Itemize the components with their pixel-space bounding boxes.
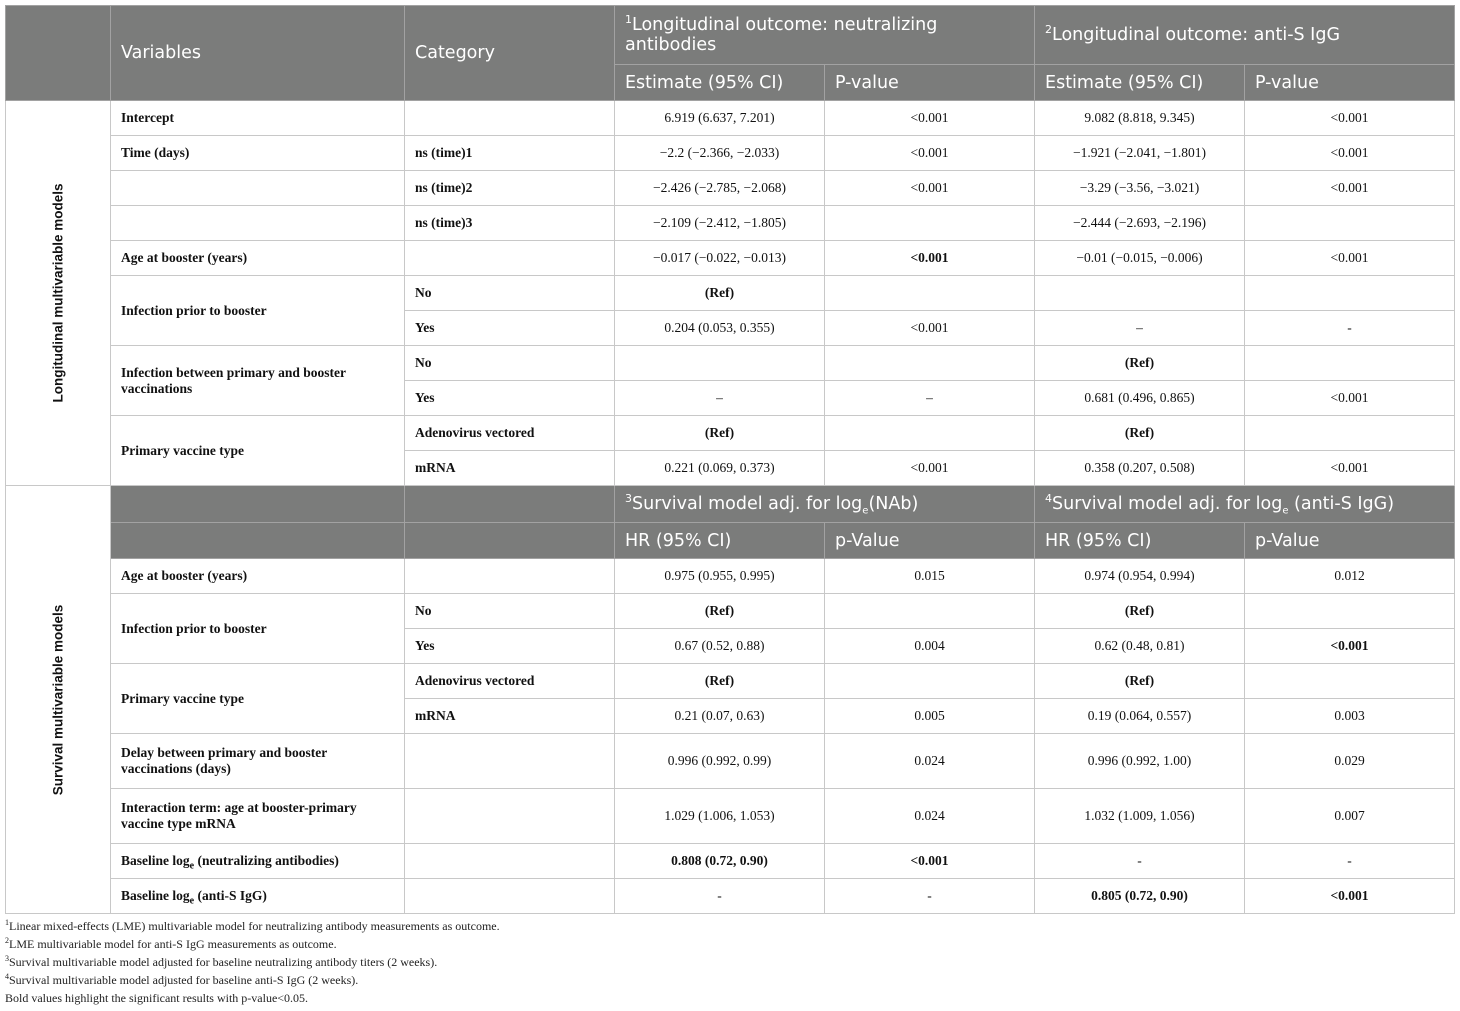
header-hr-igg: HR (95% CI) bbox=[1035, 523, 1245, 559]
table-row: mRNA 0.21 (0.07, 0.63) 0.005 0.19 (0.064, 0.557) 0.003 bbox=[6, 699, 1455, 734]
table-row: Baseline $\log_e$ (neutralizing antibodies) 0.808 (0.72, 0.90) <0.001 - - bbox=[6, 844, 1455, 879]
header-pvalue-nab: P-value bbox=[825, 65, 1035, 101]
footnote-4: $^4$Survival multivariable model adjusted for baseline anti-S IgG (2 weeks). bbox=[5, 972, 359, 987]
header-pvalue-s-nab: p-Value bbox=[825, 523, 1035, 559]
header-hr-nab: HR (95% CI) bbox=[615, 523, 825, 559]
footnote-3: $^3$Survival multivariable model adjusted for baseline neutralizing antibody titers (2 weeks). bbox=[5, 954, 438, 969]
header-row-4 bbox=[6, 523, 1455, 559]
header-survival-igg: $^4$Survival model adj. for $\log_e$ (anti-S IgG) bbox=[1035, 486, 1455, 523]
table-row: Longitudinal multivariable models Intercept 6.919 (6.637, 7.201) <0.001 9.082 (8.818, 9.345) <0.001 bbox=[6, 101, 1455, 136]
header-row-3 bbox=[6, 486, 1455, 523]
header-nab-group: $^1$Longitudinal outcome: neutralizing antibodies bbox=[615, 6, 1035, 65]
header-estimate-igg: Estimate (95% CI) bbox=[1035, 65, 1245, 101]
table-row: Time (days) ns (time)1 −2.2 (−2.366, −2.033) <0.001 −1.921 (−2.041, −1.801) <0.001 bbox=[6, 136, 1455, 171]
header-igg-group: $^2$Longitudinal outcome: anti-S IgG bbox=[1035, 6, 1455, 65]
header-row-1 bbox=[6, 6, 1455, 65]
footnote-2: $^2$LME multivariable model for anti-S IgG measurements as outcome. bbox=[5, 936, 337, 951]
table-row: Baseline $\log_e$ (anti-S IgG) - - 0.805 (0.72, 0.90) <0.001 bbox=[6, 879, 1455, 914]
section-label-survival: Survival multivariable models bbox=[6, 486, 111, 914]
header-variables: Variables bbox=[111, 6, 405, 101]
table-row: Yes 0.67 (0.52, 0.88) 0.004 0.62 (0.48, 0.81) <0.001 bbox=[6, 629, 1455, 664]
table-row: Primary vaccine type Adenovirus vectored (Ref) (Ref) bbox=[6, 416, 1455, 451]
table-row: Yes 0.204 (0.053, 0.355) <0.001 – - bbox=[6, 311, 1455, 346]
table-row: Infection prior to booster No (Ref) bbox=[6, 276, 1455, 311]
table-row: ns (time)2 −2.426 (−2.785, −2.068) <0.001 −3.29 (−3.56, −3.021) <0.001 bbox=[6, 171, 1455, 206]
table-row: Delay between primary and booster vaccinations (days) 0.996 (0.992, 0.99) 0.024 0.996 (0.992, 1.00) 0.029 bbox=[6, 734, 1455, 789]
results-table bbox=[5, 5, 1455, 914]
table-row: Infection prior to booster No (Ref) (Ref) bbox=[6, 594, 1455, 629]
table-row: ns (time)3 −2.109 (−2.412, −1.805) −2.444 (−2.693, −2.196) bbox=[6, 206, 1455, 241]
table-row: Age at booster (years) 0.975 (0.955, 0.995) 0.015 0.974 (0.954, 0.994) 0.012 bbox=[6, 559, 1455, 594]
table-footnotes bbox=[5, 917, 500, 1007]
table-row: Primary vaccine type Adenovirus vectored (Ref) (Ref) bbox=[6, 664, 1455, 699]
footnote-1: $^1$Linear mixed-effects (LME) multivariable model for neutralizing antibody measurements as outcome. bbox=[5, 918, 500, 933]
table-row: mRNA 0.221 (0.069, 0.373) <0.001 0.358 (0.207, 0.508) <0.001 bbox=[6, 451, 1455, 486]
header-estimate-nab: Estimate (95% CI) bbox=[615, 65, 825, 101]
table-row: Yes – – 0.681 (0.496, 0.865) <0.001 bbox=[6, 381, 1455, 416]
table-row: Infection between primary and booster vaccinations No (Ref) bbox=[6, 346, 1455, 381]
table-row: Interaction term: age at booster-primary vaccine type mRNA 1.029 (1.006, 1.053) 0.024 1.032 (1.009, 1.056) 0.007 bbox=[6, 789, 1455, 844]
header-category: Category bbox=[405, 6, 615, 101]
header-pvalue-s-igg: p-Value bbox=[1245, 523, 1455, 559]
section-label-longitudinal: Longitudinal multivariable models bbox=[6, 101, 111, 486]
header-survival-nab: $^3$Survival model adj. for $\log_e(NAb)$ bbox=[615, 486, 1035, 523]
header-pvalue-igg: P-value bbox=[1245, 65, 1455, 101]
footnote-bold-note: Bold values highlight the significant results with p-value<0.05. bbox=[5, 991, 309, 1005]
header-corner bbox=[6, 6, 111, 101]
table-row: Age at booster (years) −0.017 (−0.022, −0.013) <0.001 −0.01 (−0.015, −0.006) <0.001 bbox=[6, 241, 1455, 276]
